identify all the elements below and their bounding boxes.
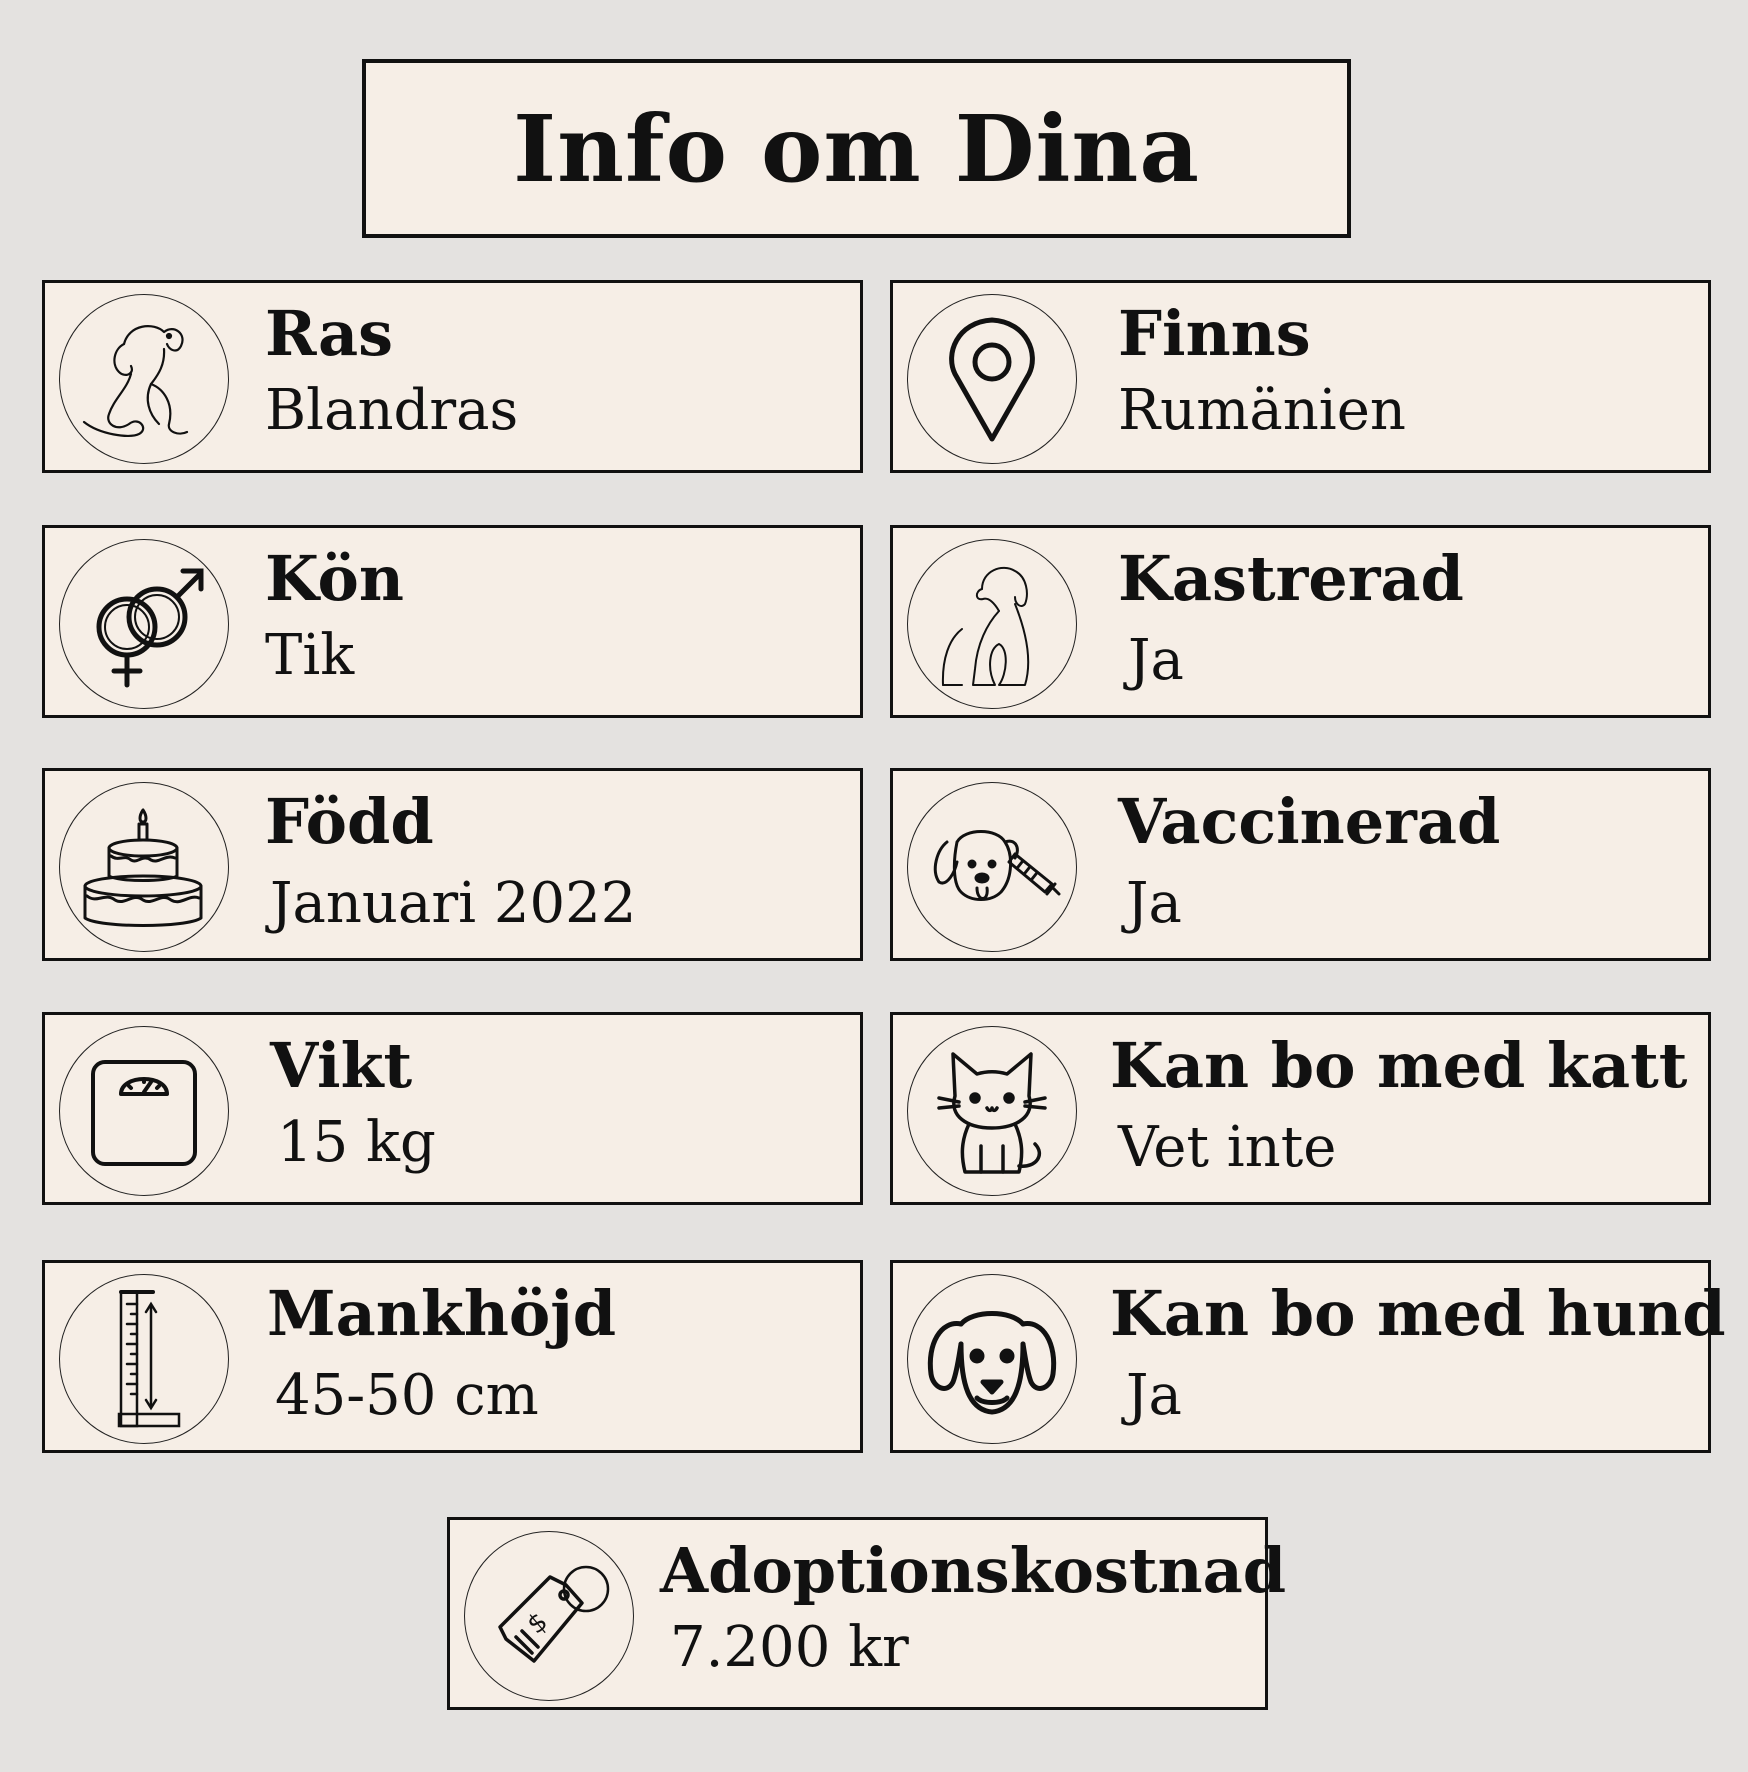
card-hund (890, 1260, 1726, 1453)
price-tag-icon (464, 1531, 634, 1701)
label-fodd: Född (265, 785, 434, 858)
card-kastrerad (890, 525, 1711, 718)
sitting-dog-icon (907, 539, 1077, 709)
dog-line-art-icon (59, 294, 229, 464)
label-katt: Kan bo med katt (1110, 1029, 1688, 1102)
title-box (362, 59, 1351, 238)
value-kastrerad: Ja (1128, 628, 1184, 693)
card-kostnad (447, 1517, 1287, 1710)
card-vikt (42, 1012, 863, 1205)
card-mankhojd (42, 1260, 863, 1453)
label-vaccinerad: Vaccinerad (1118, 785, 1501, 858)
dog-face-icon (907, 1274, 1077, 1444)
card-katt (890, 1012, 1711, 1205)
card-fodd (42, 768, 863, 961)
value-kon: Tik (265, 623, 355, 688)
birthday-cake-icon (59, 782, 229, 952)
scale-icon (59, 1026, 229, 1196)
value-finns: Rumänien (1118, 378, 1406, 443)
value-mankhojd: 45-50 cm (275, 1363, 539, 1428)
card-vaccinerad (890, 768, 1711, 961)
value-hund: Ja (1126, 1363, 1182, 1428)
label-kostnad: Adoptionskostnad (660, 1534, 1287, 1607)
label-mankhojd: Mankhöjd (267, 1277, 617, 1350)
value-ras: Blandras (265, 378, 519, 443)
label-hund: Kan bo med hund (1110, 1277, 1726, 1350)
label-kastrerad: Kastrerad (1118, 542, 1464, 615)
card-finns (890, 280, 1711, 473)
label-ras: Ras (265, 297, 394, 370)
label-kon: Kön (265, 542, 404, 615)
location-pin-icon (907, 294, 1077, 464)
value-vaccinerad: Ja (1126, 871, 1182, 936)
value-kostnad: 7.200 kr (670, 1615, 909, 1680)
gender-symbols-icon (59, 539, 229, 709)
page-title: Info om Dina (513, 94, 1200, 203)
value-fodd: Januari 2022 (270, 871, 637, 936)
label-vikt: Vikt (270, 1029, 413, 1102)
height-ruler-icon (59, 1274, 229, 1444)
label-finns: Finns (1118, 297, 1311, 370)
value-katt: Vet inte (1118, 1115, 1337, 1180)
cat-icon (907, 1026, 1077, 1196)
dog-syringe-icon (907, 782, 1077, 952)
svg-text:$: $ (521, 1606, 554, 1641)
card-ras (42, 280, 863, 473)
value-vikt: 15 kg (277, 1110, 436, 1175)
card-kon (42, 525, 863, 718)
